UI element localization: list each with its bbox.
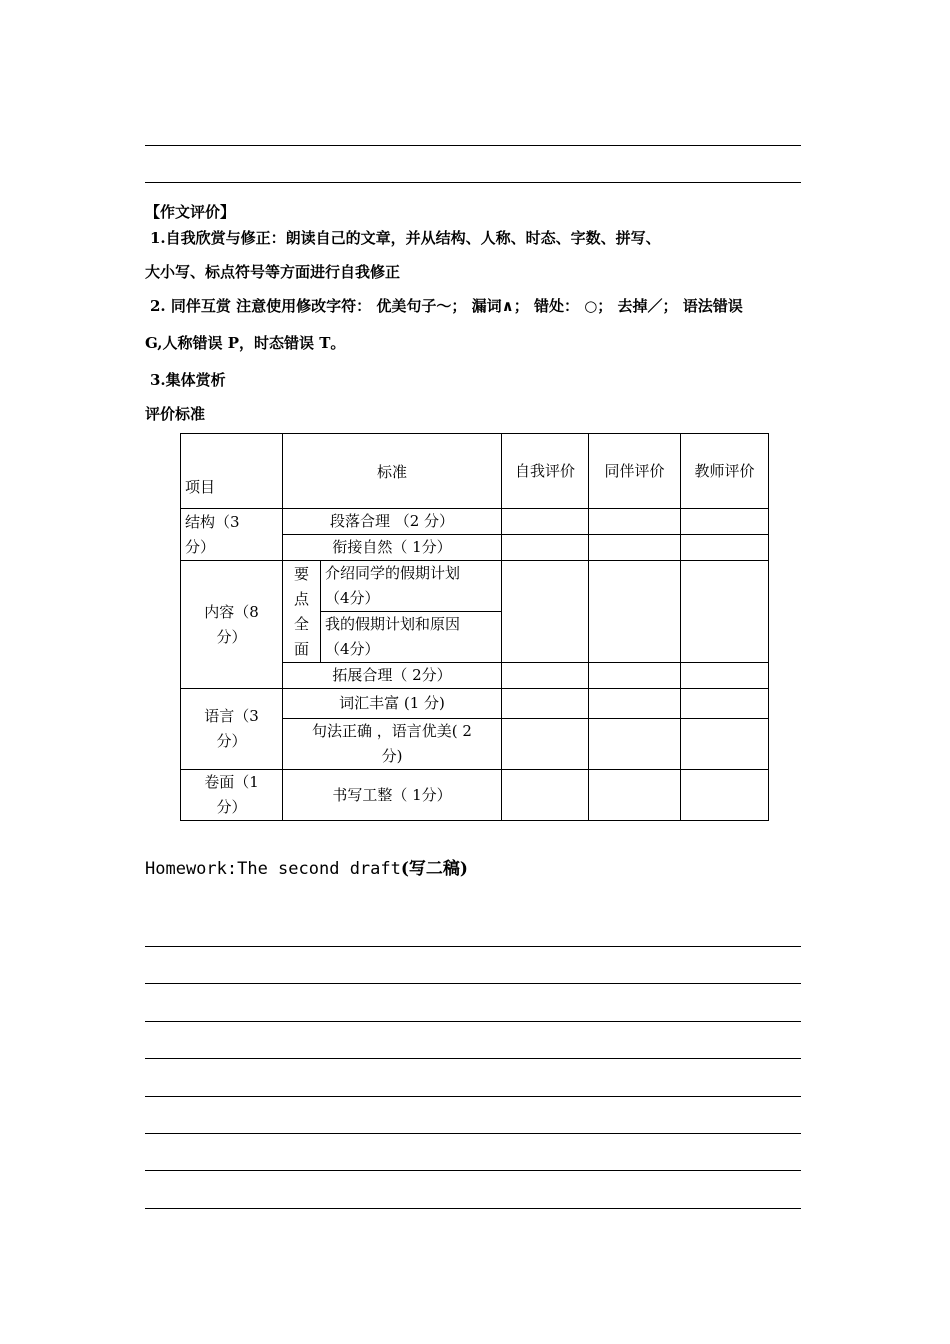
header-item: 项目: [181, 434, 283, 509]
self-eval-cell: [502, 770, 589, 821]
language-label: 语言（3 分）: [181, 689, 283, 770]
step-text: 同伴互赏 注意使用修改字符： 优美句子～； 漏词∧； 错处： ○； 去掉／； 语法错误: [170, 297, 743, 315]
teacher-eval-cell: [681, 719, 769, 770]
peer-eval-cell: [589, 770, 681, 821]
homework-heading: [145, 858, 468, 880]
self-eval-cell: [502, 561, 589, 663]
structure-criterion-1: 段落合理 （2 分）: [283, 509, 502, 535]
writing-line: [145, 1096, 801, 1097]
peer-eval-cell: [589, 561, 681, 663]
peer-eval-cell: [589, 719, 681, 770]
step-text: 集体赏析: [165, 371, 226, 389]
step-3: [150, 370, 226, 390]
neatness-criterion: 书写工整（ 1分）: [283, 770, 502, 821]
self-eval-cell: [502, 535, 589, 561]
content-criterion-3: 拓展合理（ 2分）: [283, 663, 502, 689]
table-row: [181, 689, 769, 719]
teacher-eval-cell: [681, 535, 769, 561]
self-eval-cell: [502, 663, 589, 689]
writing-line: [145, 145, 801, 146]
structure-label: 结构（3 分）: [181, 509, 283, 561]
writing-line: [145, 946, 801, 947]
teacher-eval-cell: [681, 663, 769, 689]
peer-eval-cell: [589, 689, 681, 719]
self-eval-cell: [502, 509, 589, 535]
language-criterion-2: 句法正确 ，语言优美( 2 分): [283, 719, 502, 770]
step-number: 3.: [150, 371, 166, 389]
header-teacher-eval: 教师评价: [681, 434, 769, 509]
table-row: [181, 561, 769, 612]
language-criterion-1: 词汇丰富 (1 分): [283, 689, 502, 719]
step-text: 自我欣赏与修正：朗读自己的文章，并从结构、人称、时态、字数、拼写、: [165, 229, 661, 247]
peer-eval-cell: [589, 535, 681, 561]
self-eval-cell: [502, 719, 589, 770]
step-1-continuation: 大小写、标点符号等方面进行自我修正: [145, 263, 401, 281]
table-row: [181, 770, 769, 821]
peer-eval-cell: [589, 509, 681, 535]
section-title: 【作文评价】: [145, 203, 236, 221]
content-point-1: 介绍同学的假期计划 （4分）: [321, 561, 502, 612]
key-points-label: 要 点 全 面: [283, 561, 321, 663]
step-2-continuation: G,人称错误 P，时态错误 T。: [145, 334, 346, 352]
step-2: [150, 296, 743, 316]
writing-line: [145, 1133, 801, 1134]
criteria-label: 评价标准: [145, 405, 206, 423]
header-standard: 标准: [283, 434, 502, 509]
writing-line: [145, 983, 801, 984]
step-number: 2.: [150, 297, 166, 315]
content-label: 内容（8 分）: [181, 561, 283, 689]
homework-note: (写二稿): [400, 859, 468, 879]
content-point-2: 我的假期计划和原因 （4分）: [321, 612, 502, 663]
header-self-eval: 自我评价: [502, 434, 589, 509]
writing-line: [145, 182, 801, 183]
teacher-eval-cell: [681, 561, 769, 663]
teacher-eval-cell: [681, 689, 769, 719]
teacher-eval-cell: [681, 509, 769, 535]
structure-criterion-2: 衔接自然（ 1分）: [283, 535, 502, 561]
writing-line: [145, 1021, 801, 1022]
table-row: [181, 509, 769, 535]
writing-line: [145, 1058, 801, 1059]
homework-label: Homework:The second draft: [145, 859, 401, 879]
step-1: [150, 228, 661, 248]
peer-eval-cell: [589, 663, 681, 689]
neatness-label: 卷面（1 分）: [181, 770, 283, 821]
step-number: 1.: [150, 229, 166, 247]
writing-line: [145, 1170, 801, 1171]
table-header-row: [181, 434, 769, 509]
writing-line: [145, 1208, 801, 1209]
evaluation-table: [180, 433, 769, 821]
self-eval-cell: [502, 689, 589, 719]
header-peer-eval: 同伴评价: [589, 434, 681, 509]
teacher-eval-cell: [681, 770, 769, 821]
